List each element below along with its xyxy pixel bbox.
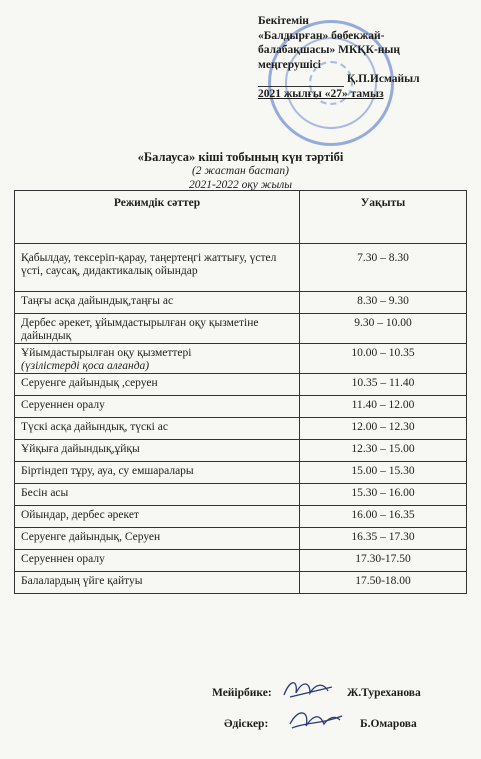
table-row (15, 344, 467, 374)
approval-date: 2021 жылғы «27» тамыз (258, 87, 384, 100)
time-cell: 9.30 – 10.00 (300, 314, 467, 344)
methodist-signature-row (224, 718, 268, 730)
column-header-time: Уақыты (300, 191, 467, 244)
nurse-signature-row (212, 687, 272, 699)
activity-cell (15, 528, 300, 550)
activity-text: Таңғы асқа дайындық,таңғы ас (21, 295, 174, 307)
approval-line-3: балабақшасы» МКҚК-ның (258, 44, 401, 56)
methodist-name: Б.Омарова (360, 718, 417, 730)
methodist-name-row (360, 718, 417, 730)
table-row (15, 314, 467, 344)
time-cell: 8.30 – 9.30 (300, 292, 467, 314)
time-cell: 16.00 – 16.35 (300, 506, 467, 528)
table-row (15, 528, 467, 550)
time-cell: 12.00 – 12.30 (300, 418, 467, 440)
nurse-name-row (347, 687, 421, 699)
column-header-activity: Режимдік сәттер (15, 191, 300, 244)
table-row (15, 572, 467, 594)
approval-line-4: меңгерушісі (258, 58, 321, 71)
activity-cell (15, 418, 300, 440)
activity-text: Түскі асқа дайындық, түскі ас (21, 421, 168, 433)
activity-cell (15, 440, 300, 462)
table-row (15, 292, 467, 314)
time-cell: 16.35 – 17.30 (300, 528, 467, 550)
table-row (15, 418, 467, 440)
schedule-table-body (15, 244, 467, 594)
schedule-table (14, 190, 467, 594)
activity-text: Ұйымдастырылған оқу қызметтері (21, 347, 192, 359)
activity-cell (15, 396, 300, 418)
director-signature-line (258, 76, 344, 87)
table-row (15, 484, 467, 506)
activity-text: Серуенге дайындық, Серуен (21, 531, 161, 543)
academic-year: 2021-2022 оқу жылы (188, 179, 293, 191)
page-subtitle: (2 жастан бастап) (191, 165, 290, 177)
time-cell: 15.30 – 16.00 (300, 484, 467, 506)
activity-cell (15, 244, 300, 292)
time-cell: 10.35 – 11.40 (300, 374, 467, 396)
table-row (15, 506, 467, 528)
director-name: Қ.П.Исмайыл (346, 73, 420, 85)
time-cell: 12.30 – 15.00 (300, 440, 467, 462)
activity-text: Қабылдау, тексеріп-қарау, таңертеңгі жаттығу, үстел үсті, саусақ, дидактикалық ойындар (21, 252, 277, 277)
activity-text: Серуенге дайындық ,серуен (21, 377, 158, 389)
time-cell: 11.40 – 12.00 (300, 396, 467, 418)
activity-text: Балалардың үйге қайтуы (21, 575, 143, 587)
table-header-row (15, 191, 467, 244)
time-cell: 7.30 – 8.30 (300, 244, 467, 292)
activity-cell (15, 484, 300, 506)
activity-cell (15, 572, 300, 594)
activity-note: (үзілістерді қоса алғанда) (21, 360, 150, 372)
activity-text: Ұйқыға дайындық,ұйқы (21, 443, 140, 455)
activity-cell (15, 506, 300, 528)
time-cell: 17.50-18.00 (300, 572, 467, 594)
activity-text: Ойындар, дербес әрекет (21, 509, 139, 521)
table-row (15, 396, 467, 418)
activity-text: Дербес әрекет, ұйымдастырылған оқу қызметіне дайындық (21, 317, 259, 342)
methodist-label: Әдіскер: (224, 718, 269, 730)
approval-line-2: «Балдырған» бөбекжай- (258, 29, 385, 42)
activity-text: Бесін асы (21, 487, 69, 499)
table-row (15, 550, 467, 572)
nurse-label: Мейірбике: (212, 687, 272, 699)
approval-block (258, 14, 458, 101)
activity-cell (15, 314, 300, 344)
activity-cell (15, 462, 300, 484)
director-signature-row (258, 72, 458, 87)
nurse-name: Ж.Туреханова (347, 687, 421, 699)
time-cell: 17.30-17.50 (300, 550, 467, 572)
table-row (15, 440, 467, 462)
nurse-signature-icon (280, 675, 340, 703)
activity-cell (15, 292, 300, 314)
activity-text: Біртіндеп тұру, ауа, су емшаралары (21, 465, 194, 477)
page-title: «Балауса» кіші тобының күн тәртібі (137, 150, 344, 164)
table-row (15, 374, 467, 396)
methodist-signature-icon (286, 706, 346, 734)
activity-cell (15, 550, 300, 572)
table-row (15, 244, 467, 292)
activity-cell (15, 344, 300, 374)
approval-line-1: Бекітемін (258, 15, 309, 27)
time-cell: 10.00 – 10.35 (300, 344, 467, 374)
activity-text: Серуеннен оралу (21, 553, 105, 565)
table-row (15, 462, 467, 484)
activity-text: Серуеннен оралу (21, 399, 105, 411)
activity-cell (15, 374, 300, 396)
time-cell: 15.00 – 15.30 (300, 462, 467, 484)
